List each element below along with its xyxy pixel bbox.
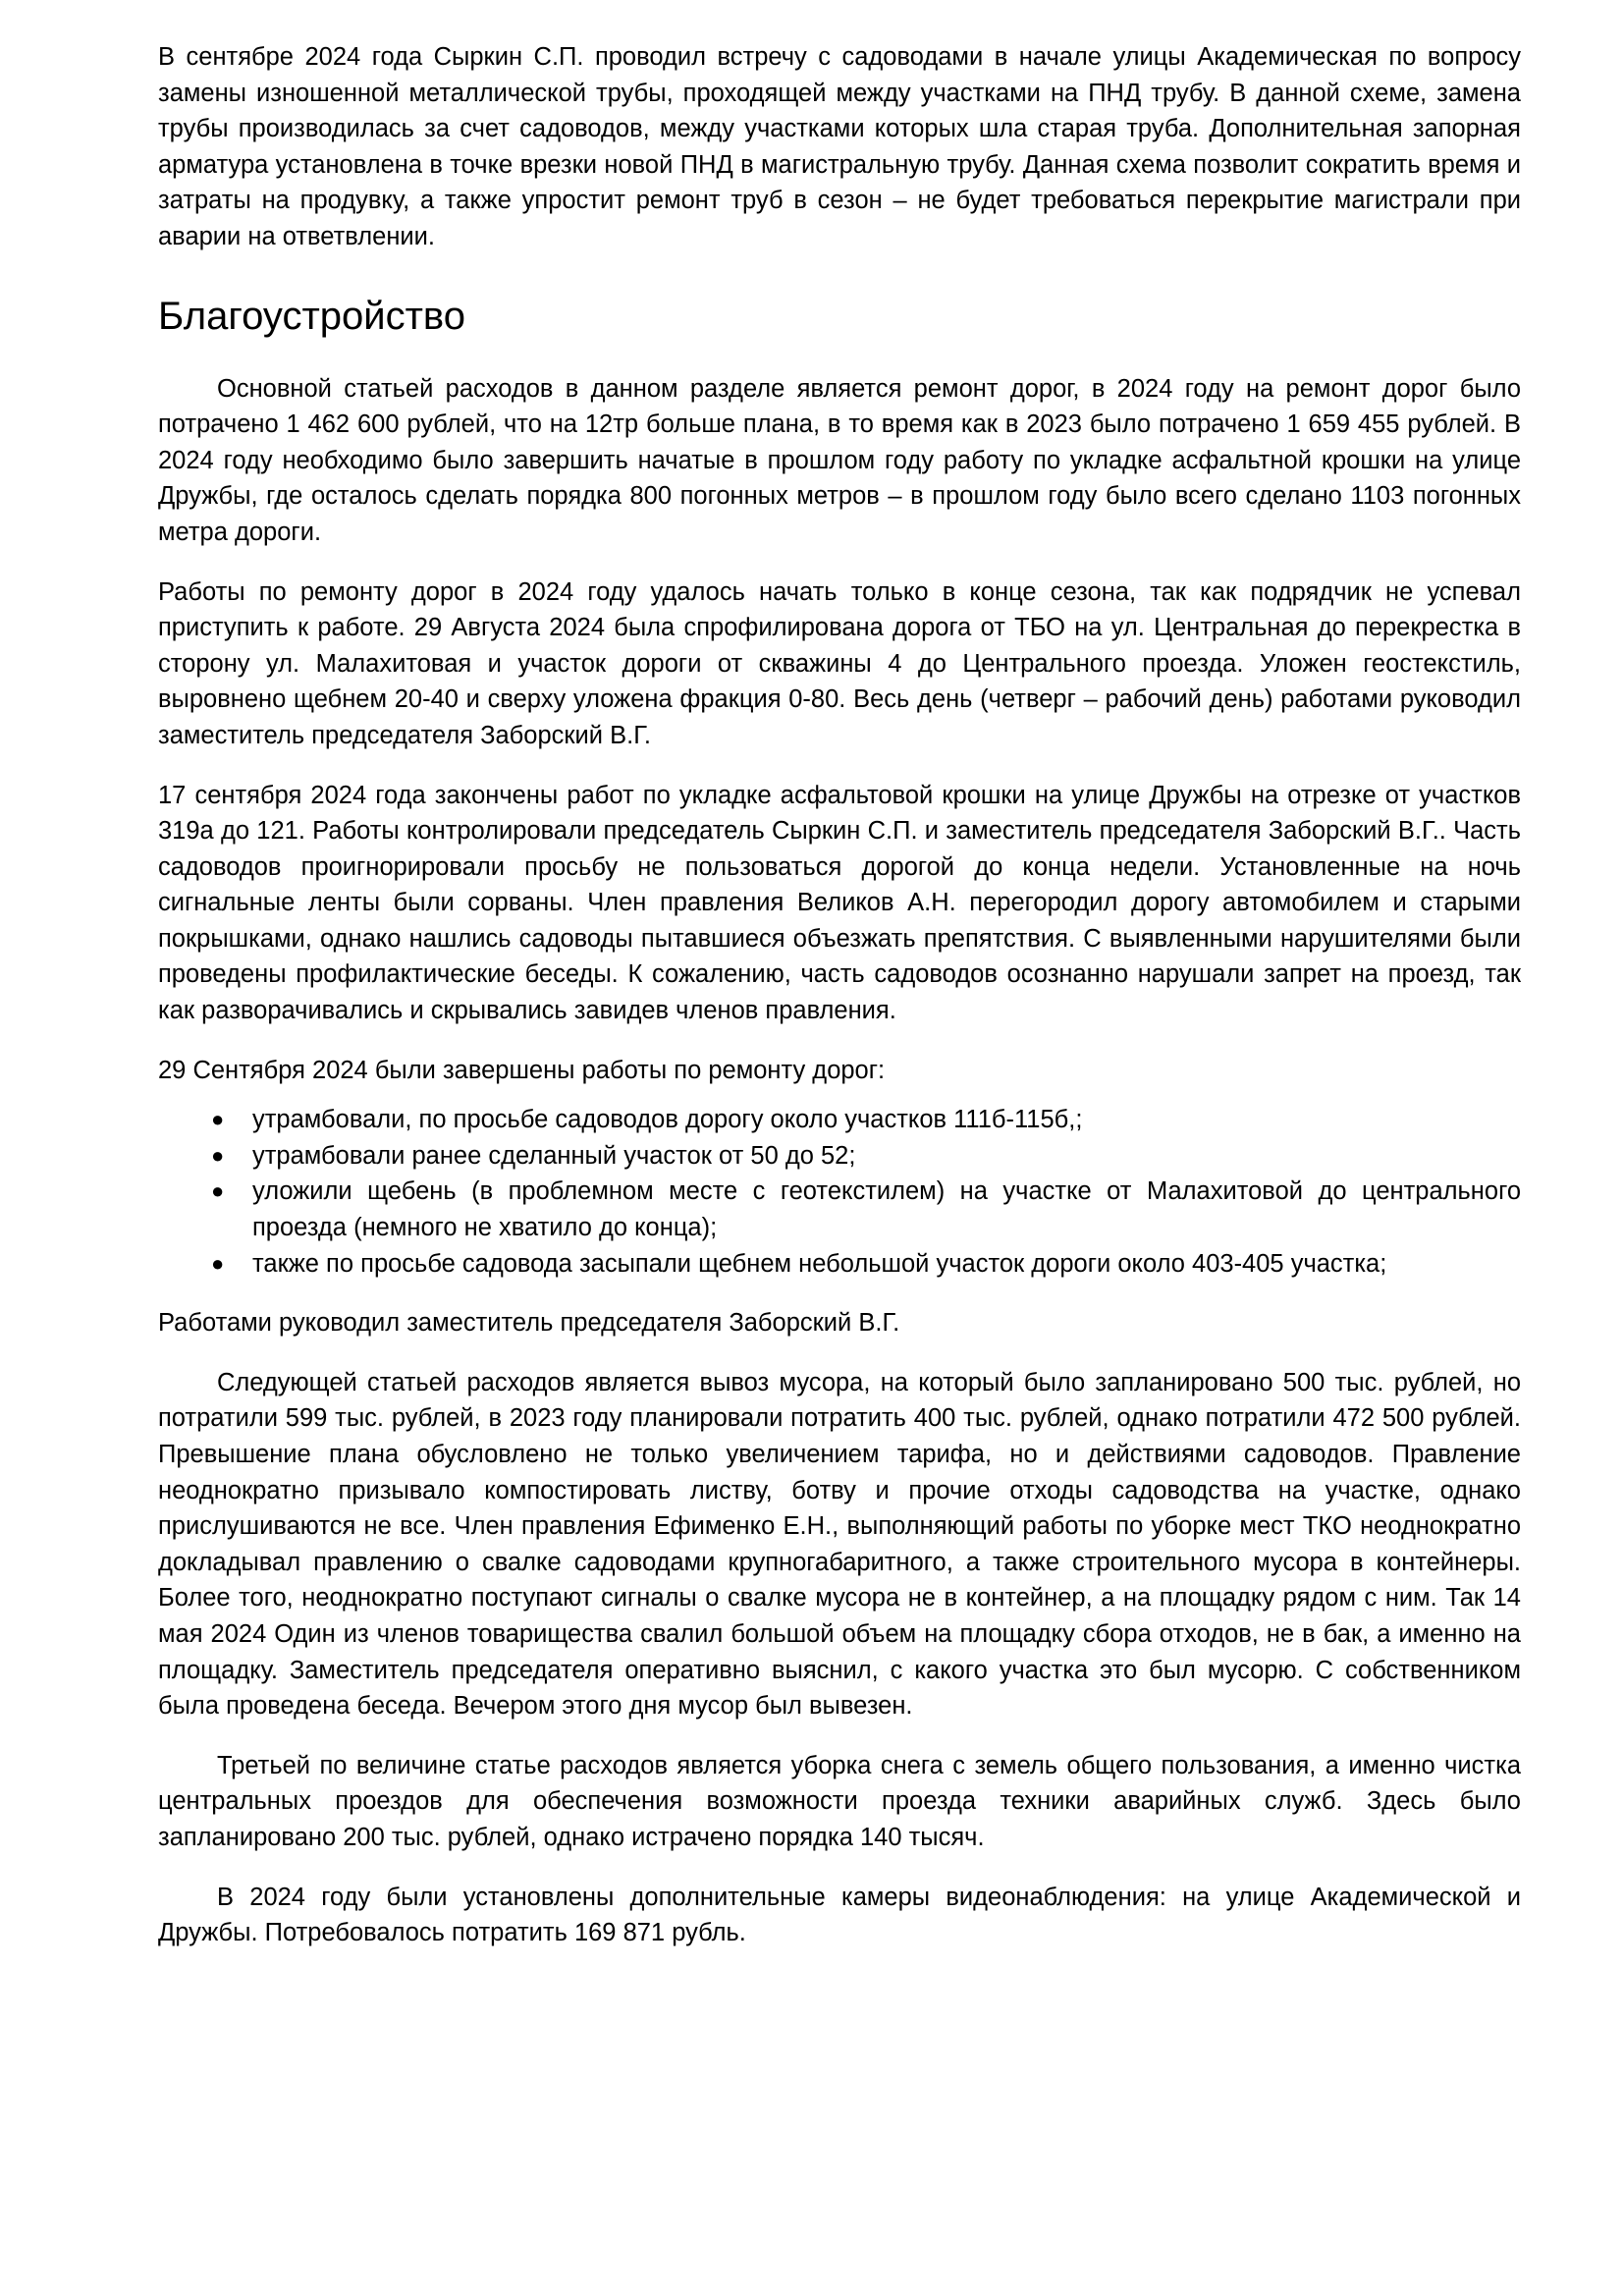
- list-item: [158, 1246, 1521, 1283]
- cameras-paragraph: В 2024 году были установлены дополнительные камеры видеонаблюдения: на улице Академической и Дружбы. Потребовалось потратить 169 871 рубль.: [158, 1883, 1521, 1947]
- document-page: [158, 39, 1521, 1951]
- completed-works-list: [158, 1102, 1521, 1282]
- intro-paragraph: В сентябре 2024 года Сыркин С.П. проводил встречу с садоводами в начале улицы Академическая по вопросу замены изношенной металлической трубы, проходящей между участками на ПНД трубу. В данной схеме, замена трубы производилась за счет садоводов, между участками которых шла старая труба. Дополнительная запорная арматура установлена в точке врезки новой ПНД в магистральную трубу. Данная схема позволит сократить время и затраты на продувку, а также упростит ремонт труб в сезон – не будет требоваться перекрытие магистрали при аварии на ответвлении.: [158, 43, 1521, 250]
- works-supervisor-paragraph: Работами руководил заместитель председателя Заборский В.Г.: [158, 1309, 900, 1338]
- bullet-icon: ●: [211, 1107, 225, 1132]
- bullet-icon: ●: [211, 1250, 225, 1276]
- bullet-icon: ●: [211, 1178, 225, 1204]
- roads-works-start-paragraph: Работы по ремонту дорог в 2024 году удалось начать только в конце сезона, так как подрядчик не успевал приступить к работе. 29 Августа 2024 была спрофилирована дорога от ТБО на ул. Центральная до перекрестка в сторону ул. Малахитовая и участок дороги от скважины 4 до Центрального проезда. Уложен геостекстиль, выровнено щебнем 20-40 и сверху уложена фракция 0-80. Весь день (четверг – рабочий день) работами руководил заместитель председателя Заборский В.Г.: [158, 577, 1521, 749]
- list-item-text: утрамбовали ранее сделанный участок от 50 до 52;: [252, 1141, 856, 1170]
- roads-expense-paragraph: Основной статьей расходов в данном разделе является ремонт дорог, в 2024 году на ремонт дорог было потрачено 1 462 600 рублей, что на 12тр больше плана, в то время как в 2023 было потрачено 1 659 455 рублей. В 2024 году необходимо было завершить начатые в прошлом году работу по укладке асфальтной крошки на улице Дружбы, где осталось сделать порядка 800 погонных метров – в прошлом году было всего сделано 1103 погонных метра дороги.: [158, 374, 1521, 546]
- asphalt-crumb-paragraph: 17 сентября 2024 года закончены работ по укладке асфальтовой крошки на улице Дружбы на отрезке от участков 319а до 121. Работы контролировали председатель Сыркин С.П. и заместитель председателя Заборский В.Г.. Часть садоводов проигнорировали просьбу не пользоваться дорогой до конца недели. Установленные на ночь сигнальные ленты были сорваны. Член правления Великов А.Н. перегородил дорогу автомобилем и старыми покрышками, однако нашлись садоводы пытавшиеся объезжать препятствия. С выявленными нарушителями были проведены профилактические беседы. К сожалению, часть садоводов осознанно нарушали запрет на проезд, так как разворачивались и скрывались завидев членов правления.: [158, 781, 1521, 1025]
- list-item: [158, 1174, 1521, 1245]
- list-item-text: уложили щебень (в проблемном месте с геотекстилем) на участке от Малахитовой до центрального проезда (немного не хватило до конца);: [252, 1177, 1521, 1242]
- snow-removal-paragraph: Третьей по величине статье расходов является уборка снега с земель общего пользования, а именно чистка центральных проездов для обеспечения возможности проезда техники аварийных служб. Здесь было запланировано 200 тыс. рублей, однако истрачено порядка 140 тысяч.: [158, 1751, 1521, 1851]
- list-item: [158, 1138, 1521, 1175]
- works-completed-intro: 29 Сентября 2024 были завершены работы по ремонту дорог:: [158, 1056, 886, 1084]
- bullet-icon: ●: [211, 1142, 225, 1168]
- section-heading: Благоустройство: [158, 294, 465, 338]
- garbage-removal-paragraph: Следующей статьей расходов является вывоз мусора, на который было запланировано 500 тыс. рублей, но потратили 599 тыс. рублей, в 2023 году планировали потратить 400 тыс. рублей, однако потратили 472 500 рублей. Превышение плана обусловлено не только увеличением тарифа, но и действиями садоводов. Правление неоднократно призывало компостировать листву, ботву и прочие отходы садоводства на участке, однако прислушиваются не все. Член правления Ефименко Е.Н., выполняющий работы по уборке мест ТКО неоднократно докладывал правлению о свалке садоводами крупногабаритного, а также строительного мусора в контейнеры. Более того, неоднократно поступают сигналы о свалке мусора не в контейнер, а на площадку рядом с ним. Так 14 мая 2024 Один из членов товарищества свалил большой объем на площадку сбора отходов, не в бак, а именно на площадку. Заместитель председателя оперативно выяснил, с какого участка это был мусорю. С собственником была проведена беседа. Вечером этого дня мусор был вывезен.: [158, 1368, 1521, 1721]
- list-item: [158, 1102, 1521, 1138]
- list-item-text: также по просьбе садовода засыпали щебнем небольшой участок дороги около 403-405 участка;: [252, 1249, 1387, 1278]
- list-item-text: утрамбовали, по просьбе садоводов дорогу около участков 111б-115б,;: [252, 1106, 1083, 1134]
